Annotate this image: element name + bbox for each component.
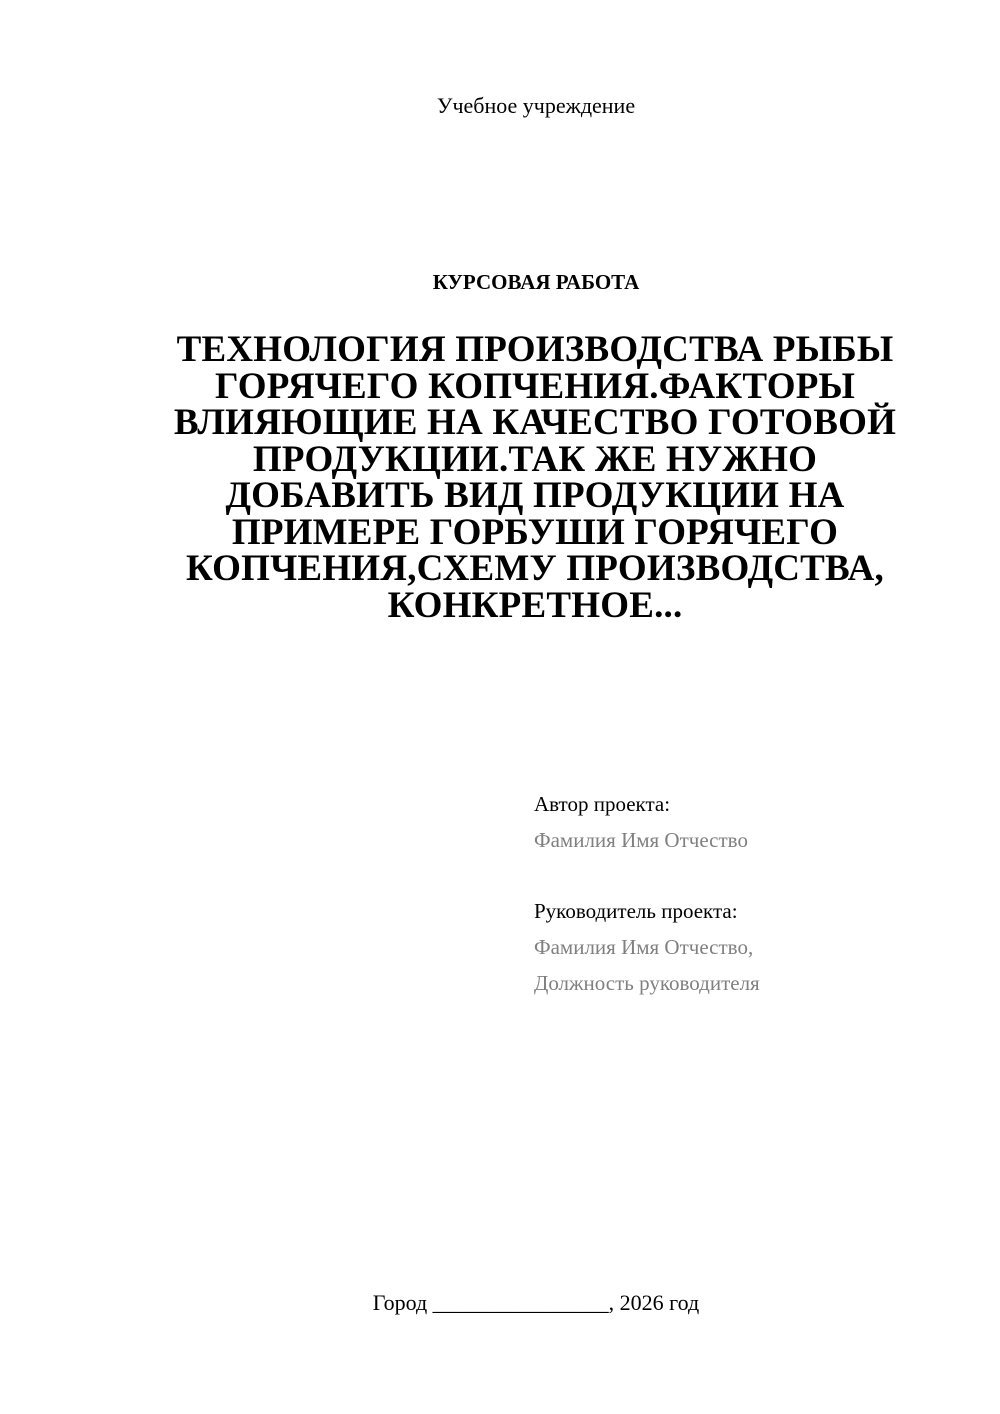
institution-name: Учебное учреждение [436, 93, 636, 118]
topic-title [150, 329, 920, 626]
topic-line: ТЕХНОЛОГИЯ ПРОИЗВОДСТВА РЫБЫ [176, 329, 894, 370]
author-label: Автор проекта: [534, 792, 671, 816]
topic-line: ДОБАВИТЬ ВИД ПРОДУКЦИИ НА [225, 475, 845, 516]
topic-line: КОНКРЕТНОЕ... [387, 584, 683, 626]
author-block [534, 786, 974, 858]
topic-line: ПРОДУКЦИИ.ТАК ЖЕ НУЖНО [252, 438, 818, 480]
supervisor-name: Фамилия Имя Отчество, [534, 935, 754, 959]
topic-line: КОПЧЕНИЯ,СХЕМУ ПРОИЗВОДСТВА, [186, 548, 884, 589]
supervisor-label: Руководитель проекта: [534, 899, 738, 923]
topic-line: ГОРЯЧЕГО КОПЧЕНИЯ.ФАКТОРЫ [214, 365, 856, 407]
author-name: Фамилия Имя Отчество [534, 828, 748, 852]
supervisor-block [534, 893, 974, 1001]
city-year-footer: Город ________________, 2026 год [372, 1290, 700, 1315]
work-type-heading: КУРСОВАЯ РАБОТА [432, 270, 640, 294]
topic-line: ВЛИЯЮЩИЕ НА КАЧЕСТВО ГОТОВОЙ [173, 402, 897, 443]
topic-line: ПРИМЕРЕ ГОРБУШИ ГОРЯЧЕГО [231, 511, 839, 553]
supervisor-position: Должность руководителя [534, 971, 760, 995]
